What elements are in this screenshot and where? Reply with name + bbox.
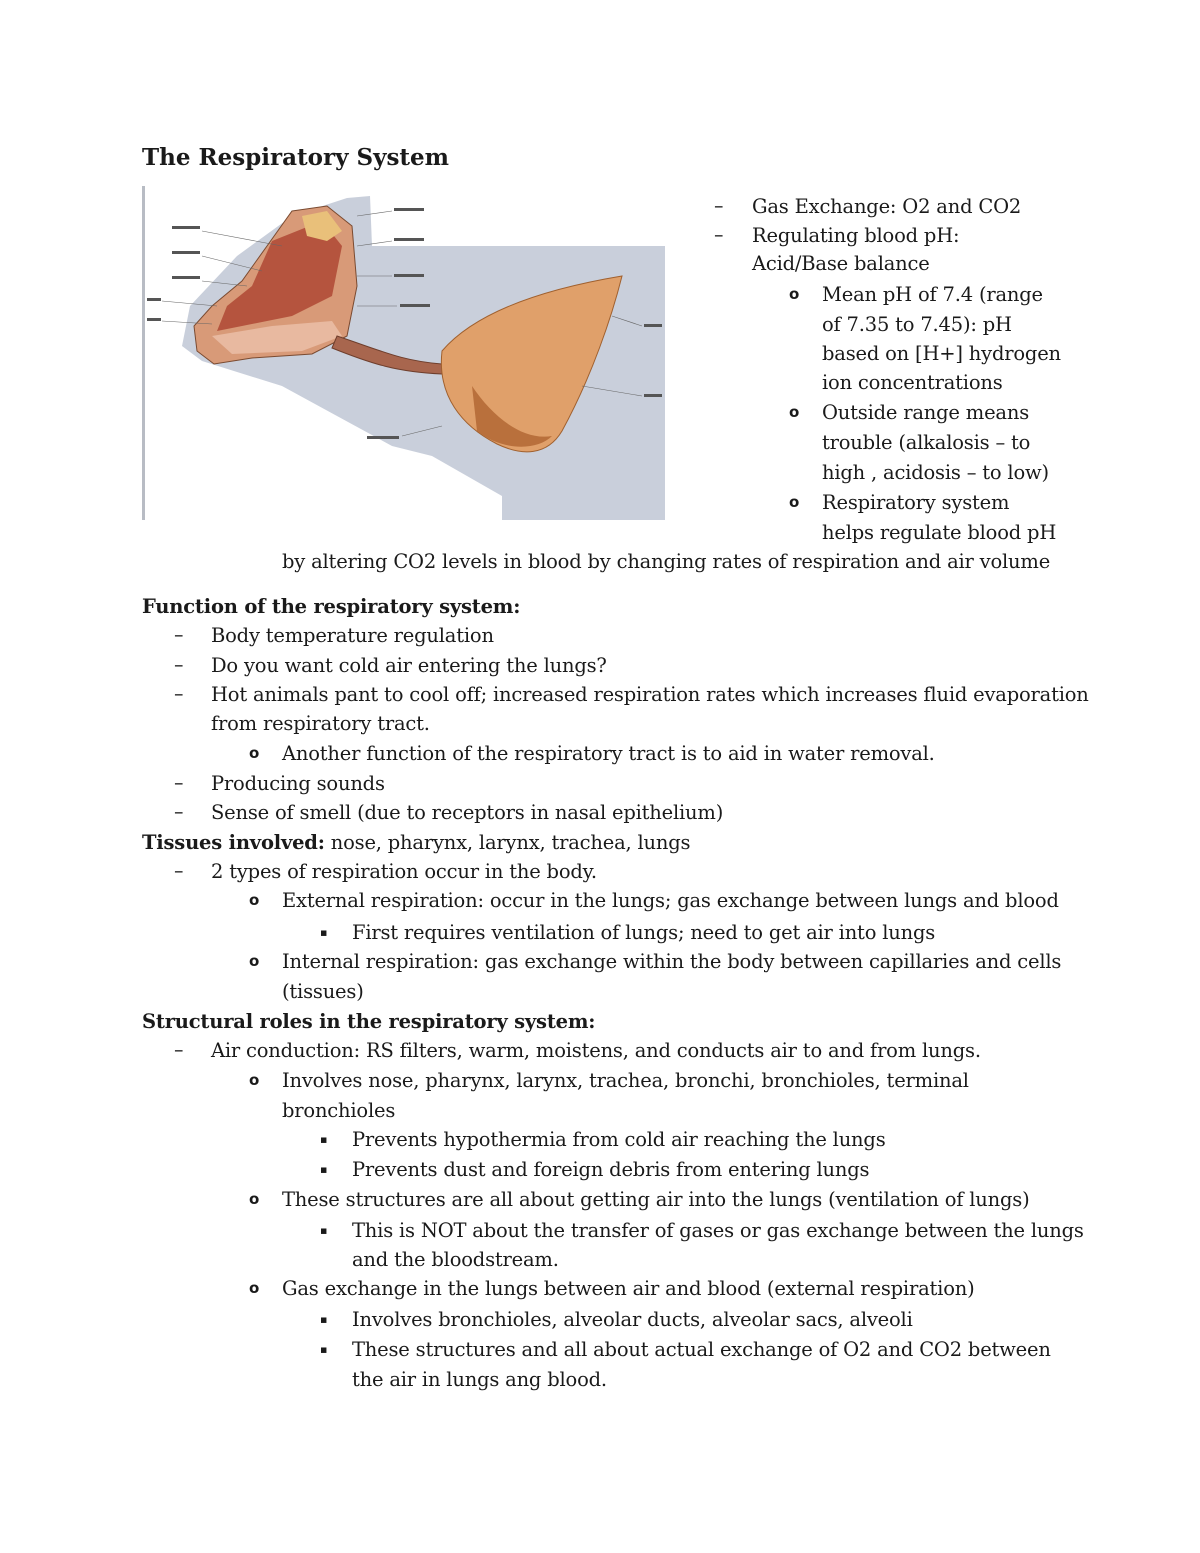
list-item: Outside range means	[822, 401, 1029, 424]
bullet-circle: o	[789, 493, 800, 511]
list-item: from respiratory tract.	[211, 712, 430, 735]
list-item: high , acidosis – to low)	[822, 461, 1049, 484]
bullet-square: ▪	[320, 1313, 328, 1326]
bullet-dash: –	[174, 654, 184, 676]
bullet-circle: o	[789, 403, 800, 421]
list-item: First requires ventilation of lungs; need to get air into lungs	[352, 921, 936, 944]
list-item: Prevents hypothermia from cold air reaching the lungs	[352, 1128, 886, 1151]
bullet-dash: –	[714, 195, 724, 217]
bullet-circle: o	[249, 891, 260, 909]
bullet-square: ▪	[320, 1163, 328, 1176]
tissues-text: nose, pharynx, larynx, trachea, lungs	[324, 831, 691, 854]
list-item: Gas Exchange: O2 and CO2	[752, 195, 1022, 218]
bullet-square: ▪	[320, 1343, 328, 1356]
list-item: Do you want cold air entering the lungs?	[211, 654, 607, 677]
list-item: trouble (alkalosis – to	[822, 431, 1031, 454]
section-heading-function: Function of the respiratory system:	[142, 595, 521, 618]
list-item: the air in lungs ang blood.	[352, 1368, 607, 1391]
section-heading-structural: Structural roles in the respiratory system:	[142, 1010, 596, 1033]
list-item: These structures are all about getting air into the lungs (ventilation of lungs)	[282, 1188, 1030, 1211]
list-item: of 7.35 to 7.45): pH	[822, 313, 1012, 336]
respiratory-anatomy-figure	[142, 186, 665, 520]
list-item: Producing sounds	[211, 772, 385, 795]
tissues-label: Tissues involved:	[142, 831, 325, 854]
list-item: ion concentrations	[822, 371, 1003, 394]
list-item: Involves nose, pharynx, larynx, trachea, bronchi, bronchioles, terminal	[282, 1069, 969, 1092]
bullet-circle: o	[249, 744, 260, 762]
list-item: Mean pH of 7.4 (range	[822, 283, 1043, 306]
bullet-dash: –	[174, 1039, 184, 1061]
bullet-dash: –	[174, 860, 184, 882]
tissues-line	[142, 828, 690, 857]
bullet-dash: –	[174, 683, 184, 705]
bullet-dash: –	[174, 772, 184, 794]
bullet-circle: o	[249, 952, 260, 970]
bullet-circle: o	[249, 1190, 260, 1208]
list-item: Another function of the respiratory tract is to aid in water removal.	[282, 742, 935, 765]
bullet-square: ▪	[320, 1133, 328, 1146]
bullet-dash: –	[174, 624, 184, 646]
list-item: helps regulate blood pH	[822, 521, 1057, 544]
list-item: Body temperature regulation	[211, 624, 494, 647]
list-item: This is NOT about the transfer of gases or gas exchange between the lungs	[352, 1219, 1084, 1242]
list-item: Prevents dust and foreign debris from entering lungs	[352, 1158, 870, 1181]
bullet-circle: o	[789, 285, 800, 303]
list-item: Respiratory system	[822, 491, 1010, 514]
list-item: and the bloodstream.	[352, 1248, 559, 1271]
list-item: 2 types of respiration occur in the body.	[211, 860, 597, 883]
list-item: Hot animals pant to cool off; increased respiration rates which increases fluid evaporation	[211, 683, 1089, 706]
bullet-circle: o	[249, 1071, 260, 1089]
list-item: Regulating blood pH:	[752, 224, 960, 247]
bullet-circle: o	[249, 1279, 260, 1297]
bullet-square: ▪	[320, 926, 328, 939]
list-item: These structures and all about actual exchange of O2 and CO2 between	[352, 1338, 1051, 1361]
list-item: based on [H+] hydrogen	[822, 342, 1061, 365]
list-item: Acid/Base balance	[752, 252, 930, 275]
bullet-dash: –	[174, 801, 184, 823]
list-item: Sense of smell (due to receptors in nasal epithelium)	[211, 801, 724, 824]
page-title: The Respiratory System	[142, 144, 449, 171]
list-item: Internal respiration: gas exchange within the body between capillaries and cells	[282, 950, 1062, 973]
list-item: Involves bronchioles, alveolar ducts, alveolar sacs, alveoli	[352, 1308, 913, 1331]
list-item-wrap: by altering CO2 levels in blood by changing rates of respiration and air volume	[282, 550, 1051, 573]
bullet-square: ▪	[320, 1224, 328, 1237]
list-item: Air conduction: RS filters, warm, moistens, and conducts air to and from lungs.	[211, 1039, 981, 1062]
list-item: Gas exchange in the lungs between air and blood (external respiration)	[282, 1277, 975, 1300]
list-item: bronchioles	[282, 1099, 396, 1122]
list-item: External respiration: occur in the lungs; gas exchange between lungs and blood	[282, 889, 1059, 912]
bullet-dash: –	[714, 224, 724, 246]
list-item: (tissues)	[282, 980, 364, 1003]
